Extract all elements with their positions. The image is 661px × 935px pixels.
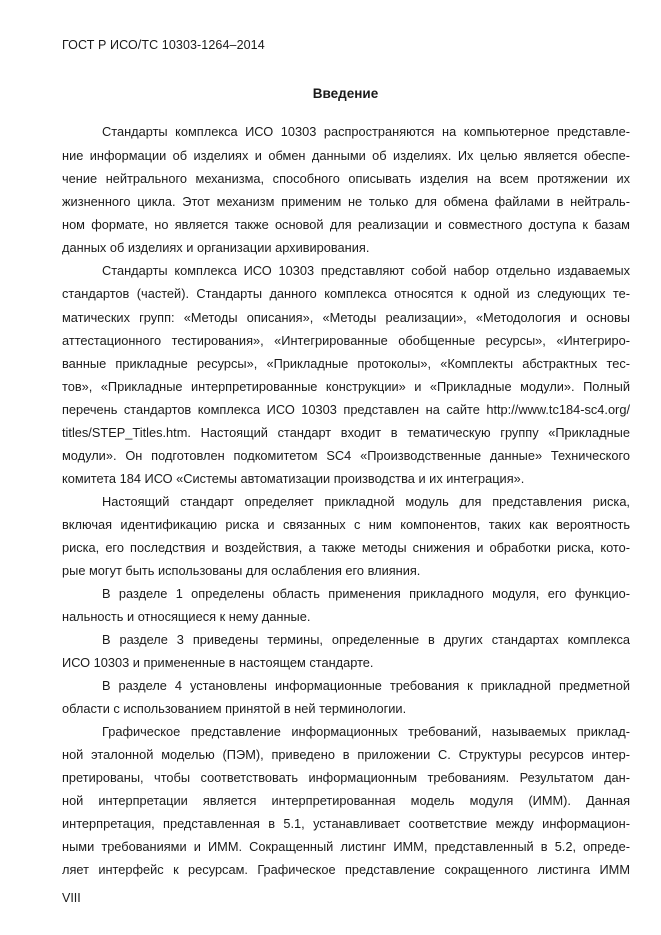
text-line: тов», «Прикладные интерпретированные конструкции» и «Прикладные модули». Полный: [62, 379, 630, 394]
text-line: В разделе 3 приведены термины, определенные в других стандартах комплекса: [102, 632, 630, 647]
text-line: модули». Он подготовлен подкомитетом SC4 «Производственные данные» Технического: [62, 448, 630, 463]
text-line: В разделе 1 определены область применения прикладного модуля, его функцио-: [102, 586, 630, 601]
text-line: чение нейтрального механизма, способного описывать изделия на всем протяжении их: [62, 171, 630, 186]
text-line: ной интерпретации является интерпретированная модель модуля (ИММ). Данная: [62, 793, 630, 808]
text-line: интерпретация, представленная в 5.1, устанавливает соответствие между информацион-: [62, 816, 630, 831]
text-line: области с использованием принятой в ней терминологии.: [62, 701, 407, 716]
text-line: Стандарты комплекса ИСО 10303 представляют собой набор отдельно издаваемых: [102, 263, 630, 278]
text-line: В разделе 4 установлены информационные требования к прикладной предметной: [102, 678, 630, 693]
text-line: риска, его последствия и воздействия, а также методы снижения и обработки риска, кото-: [62, 540, 630, 555]
text-line: включая идентификацию риска и связанных с ним компонентов, таких как вероятность: [62, 517, 630, 532]
text-line: ном формате, но является также основой для реализации и совместного доступа к базам: [62, 217, 630, 232]
text-line: стандартов (частей). Стандарты данного комплекса относятся к одной из следующих те-: [62, 286, 630, 301]
text-line: Настоящий стандарт определяет прикладной модуль для представления риска,: [102, 494, 630, 509]
text-line: комитета 184 ИСО «Системы автоматизации производства и их интеграция».: [62, 471, 525, 486]
document-id-header: ГОСТ Р ИСО/ТС 10303-1264–2014: [62, 38, 265, 52]
text-line: рые могут быть использованы для ослабления его влияния.: [62, 563, 421, 578]
text-line: ными требованиями и ИММ. Сокращенный листинг ИММ, представленный в 5.2, опреде-: [62, 839, 630, 854]
section-title: Введение: [312, 86, 379, 101]
text-line: Стандарты комплекса ИСО 10303 распространяются на компьютерное представле-: [102, 124, 630, 139]
text-line: данных об изделиях и организации архивирования.: [62, 240, 370, 255]
text-line: ние информации об изделиях и обмен данными об изделиях. Их целью является обеспе-: [62, 148, 630, 163]
text-line: ванные прикладные ресурсы», «Прикладные протоколы», «Комплекты абстрактных тес-: [62, 356, 630, 371]
text-line: перечень стандартов комплекса ИСО 10303 представлен на сайте http://www.tc184-sc4.org/: [62, 402, 630, 417]
text-line: ИСО 10303 и примененные в настоящем стандарте.: [62, 655, 374, 670]
text-line: ляет интерфейс к ресурсам. Графическое представление сокращенного листинга ИММ: [62, 862, 630, 877]
text-line: претированы, чтобы соответствовать информационным требованиям. Результатом дан-: [62, 770, 630, 785]
page-number: VIII: [62, 891, 81, 905]
text-line: ной эталонной моделью (ПЭМ), приведено в приложении C. Структуры ресурсов интер-: [62, 747, 630, 762]
text-line: жизненного цикла. Этот механизм применим не только для обмена файлами в нейтраль-: [62, 194, 630, 209]
text-line: матических групп: «Методы описания», «Методы реализации», «Методология и основы: [62, 310, 630, 325]
text-line: аттестационного тестирования», «Интегрированные обобщенные ресурсы», «Интегриро-: [62, 333, 630, 348]
text-line: Графическое представление информационных требований, называемых приклад-: [102, 724, 630, 739]
text-line: нальность и относящиеся к нему данные.: [62, 609, 311, 624]
text-line: titles/STEP_Titles.htm. Настоящий стандарт входит в тематическую группу «Прикладные: [62, 425, 630, 440]
